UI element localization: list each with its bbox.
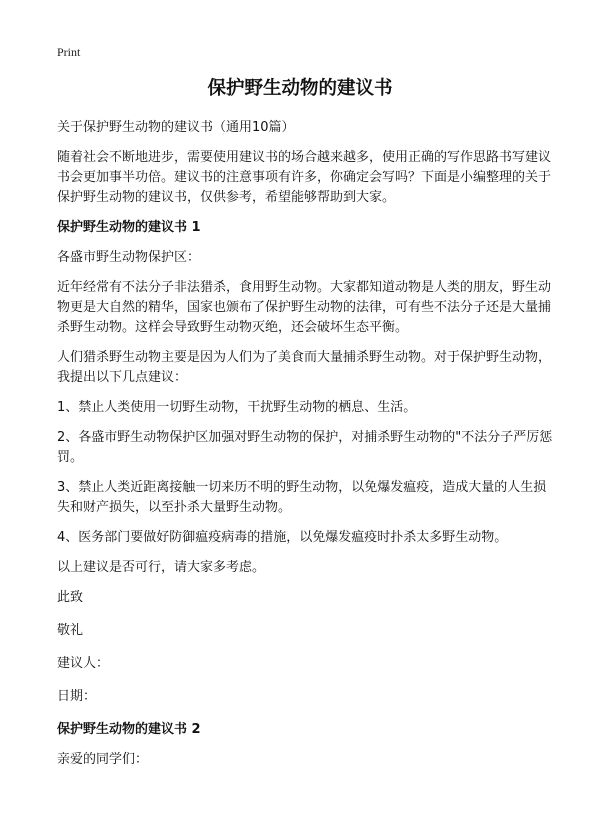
- regards-line-2: 敬礼: [57, 623, 84, 638]
- salutation-2: 亲爱的同学们：: [57, 752, 149, 767]
- body-paragraph-2: 人们猎杀野生动物主要是因为人们为了美食而大量捕杀野生动物。对于保护野生动物，我提出以下几点建议：: [57, 350, 552, 385]
- suggestion-item-2: 2、各盛市野生动物保护区加强对野生动物的保护，对捕杀野生动物的"不法分子严厉惩罚。: [57, 430, 553, 465]
- document-title: 保护野生动物的建议书: [207, 78, 393, 99]
- document-subtitle: 关于保护野生动物的建议书（通用10篇）: [57, 120, 295, 135]
- suggestion-item-1: 1、禁止人类使用一切野生动物，干扰野生动物的栖息、生活。: [57, 400, 417, 415]
- closing-paragraph: 以上建议是否可行，请大家多考虑。: [57, 560, 266, 575]
- section-heading-2: 保护野生动物的建议书 2: [57, 722, 201, 737]
- document-body: [57, 118, 557, 780]
- suggestion-item-3: 3、禁止人类近距离接触一切来历不明的野生动物，以免爆发瘟疫，造成大量的人生损失和财产损失，以至扑杀大量野生动物。: [57, 480, 547, 515]
- salutation-1: 各盛市野生动物保护区：: [57, 250, 201, 265]
- proposer-line: 建议人：: [57, 656, 110, 671]
- intro-paragraph: 随着社会不断地进步，需要使用建议书的场合越来越多，使用正确的写作思路书写建议书会更加事半功倍。建议书的注意事项有许多，你确定会写吗？下面是小编整理的关于保护野生动物的建议书，仅供参考，希望能够帮助到大家。: [57, 150, 552, 205]
- date-line: 日期：: [57, 689, 97, 704]
- suggestion-item-4: 4、医务部门要做好防御瘟疫病毒的措施，以免爆发瘟疫时扑杀太多野生动物。: [57, 530, 508, 545]
- body-paragraph-1: 近年经常有不法分子非法猎杀，食用野生动物。大家都知道动物是人类的朋友，野生动物更是大自然的精华，国家也颁布了保护野生动物的法律，可有些不法分子还是大量捕杀野生动物。这样会导致野生动物灭绝，还会破坏生态平衡。: [57, 280, 552, 335]
- print-link[interactable]: Print: [57, 45, 81, 59]
- regards-line-1: 此致: [57, 590, 84, 605]
- section-heading-1: 保护野生动物的建议书 1: [57, 220, 201, 235]
